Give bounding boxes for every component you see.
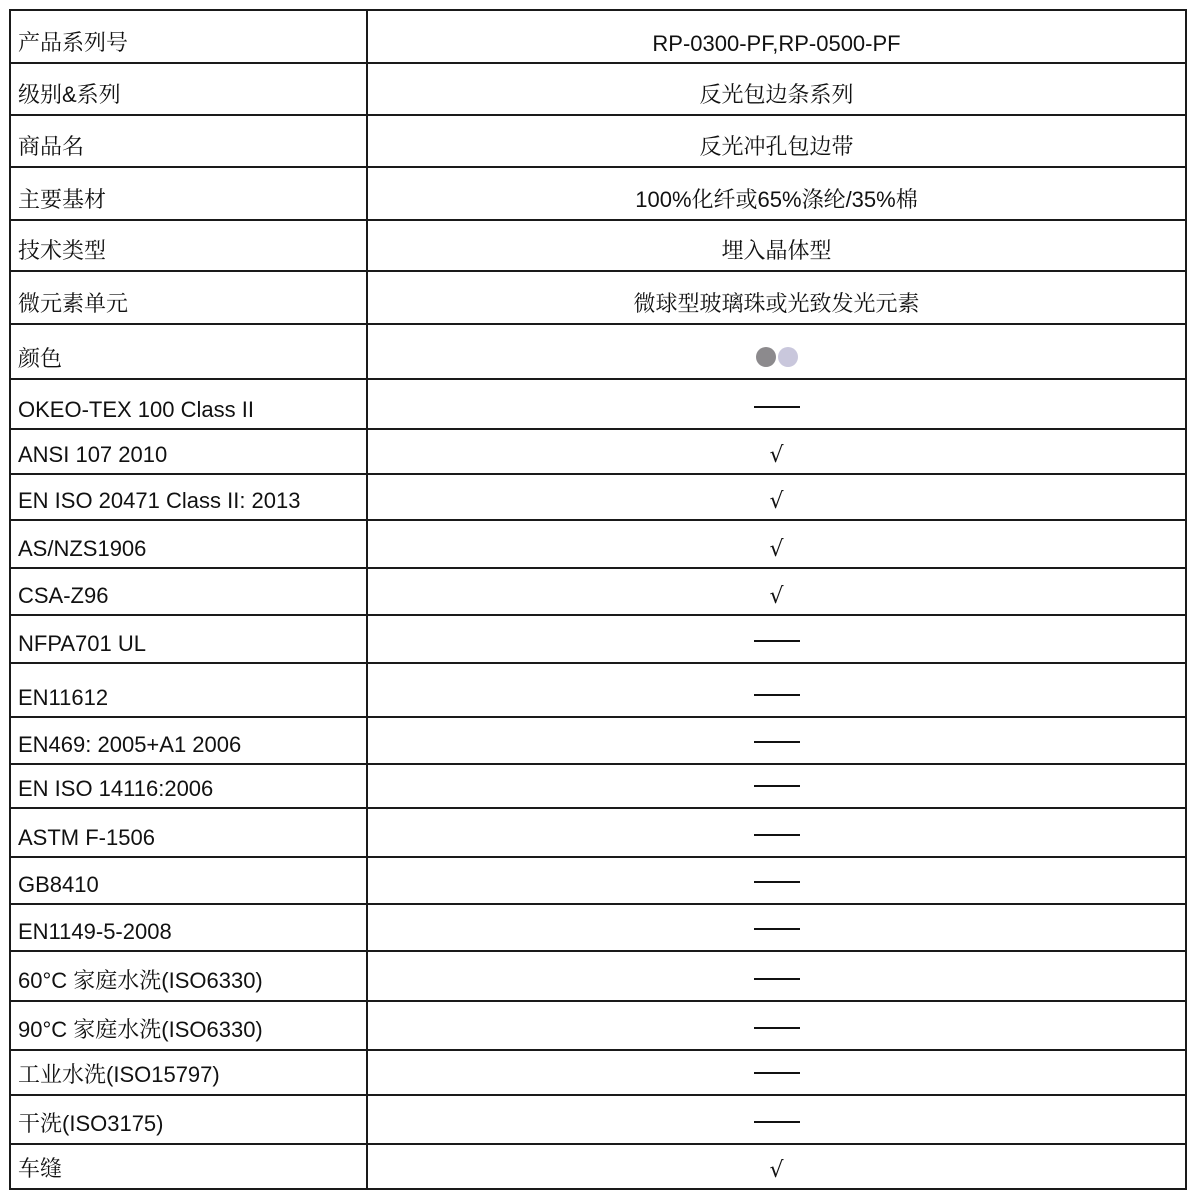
dash-icon — [754, 1027, 800, 1029]
row-label: 级别&系列 — [10, 63, 367, 115]
row-value: 埋入晶体型 — [367, 220, 1186, 271]
row-label: 车缝 — [10, 1144, 367, 1189]
dash-icon — [754, 928, 800, 930]
checkmark-icon: √ — [769, 489, 784, 514]
dash-icon — [754, 640, 800, 642]
table-row — [10, 63, 1186, 115]
table-row — [10, 10, 1186, 63]
table-row — [10, 568, 1186, 615]
dash-icon — [754, 785, 800, 787]
table-row — [10, 717, 1186, 764]
table-row — [10, 220, 1186, 271]
table-row — [10, 115, 1186, 167]
dash-icon — [754, 741, 800, 743]
table-row — [10, 1001, 1186, 1050]
row-label: AS/NZS1906 — [10, 520, 367, 568]
row-label: 技术类型 — [10, 220, 367, 271]
row-label: EN1149-5-2008 — [10, 904, 367, 951]
row-label: EN ISO 14116:2006 — [10, 764, 367, 808]
checkmark-icon: √ — [769, 443, 784, 468]
row-value: 微球型玻璃珠或光致发光元素 — [367, 271, 1186, 324]
table-row — [10, 379, 1186, 429]
table-row — [10, 167, 1186, 220]
row-value: 100%化纤或65%涤纶/35%棉 — [367, 167, 1186, 220]
checkmark-icon: √ — [769, 584, 784, 609]
table-row — [10, 808, 1186, 857]
table-row — [10, 764, 1186, 808]
dash-icon — [754, 694, 800, 696]
row-label: ANSI 107 2010 — [10, 429, 367, 474]
row-label: EN11612 — [10, 663, 367, 717]
row-label: GB8410 — [10, 857, 367, 904]
row-value: RP-0300-PF,RP-0500-PF — [367, 10, 1186, 63]
row-label: 产品系列号 — [10, 10, 367, 63]
row-label: 干洗(ISO3175) — [10, 1095, 367, 1144]
dash-icon — [754, 881, 800, 883]
table-row — [10, 429, 1186, 474]
table-row — [10, 271, 1186, 324]
row-label: 60°C 家庭水洗(ISO6330) — [10, 951, 367, 1001]
checkmark-icon: √ — [769, 537, 784, 562]
row-value: 反光包边条系列 — [367, 63, 1186, 115]
lavender-swatch-icon — [778, 347, 798, 367]
table-row — [10, 857, 1186, 904]
row-label: 90°C 家庭水洗(ISO6330) — [10, 1001, 367, 1050]
table-row — [10, 951, 1186, 1001]
dash-icon — [754, 406, 800, 408]
table-row — [10, 904, 1186, 951]
table-row — [10, 1144, 1186, 1189]
table-row — [10, 615, 1186, 663]
color-swatches — [367, 324, 1186, 379]
table-row — [10, 474, 1186, 520]
row-label: 颜色 — [10, 324, 367, 379]
row-label: EN469: 2005+A1 2006 — [10, 717, 367, 764]
row-value: 反光冲孔包边带 — [367, 115, 1186, 167]
dash-icon — [754, 1072, 800, 1074]
dash-icon — [754, 834, 800, 836]
table-row — [10, 1050, 1186, 1095]
spec-table — [9, 9, 1187, 1190]
grey-swatch-icon — [756, 347, 776, 367]
table-row — [10, 324, 1186, 379]
row-label: OKEO-TEX 100 Class II — [10, 379, 367, 429]
table-row — [10, 663, 1186, 717]
row-label: ASTM F-1506 — [10, 808, 367, 857]
row-label: 微元素单元 — [10, 271, 367, 324]
table-row — [10, 520, 1186, 568]
row-label: CSA-Z96 — [10, 568, 367, 615]
dash-icon — [754, 978, 800, 980]
row-label: 工业水洗(ISO15797) — [10, 1050, 367, 1095]
row-label: EN ISO 20471 Class II: 2013 — [10, 474, 367, 520]
row-label: 主要基材 — [10, 167, 367, 220]
checkmark-icon: √ — [769, 1158, 784, 1183]
table-row — [10, 1095, 1186, 1144]
row-label: NFPA701 UL — [10, 615, 367, 663]
dash-icon — [754, 1121, 800, 1123]
row-label: 商品名 — [10, 115, 367, 167]
